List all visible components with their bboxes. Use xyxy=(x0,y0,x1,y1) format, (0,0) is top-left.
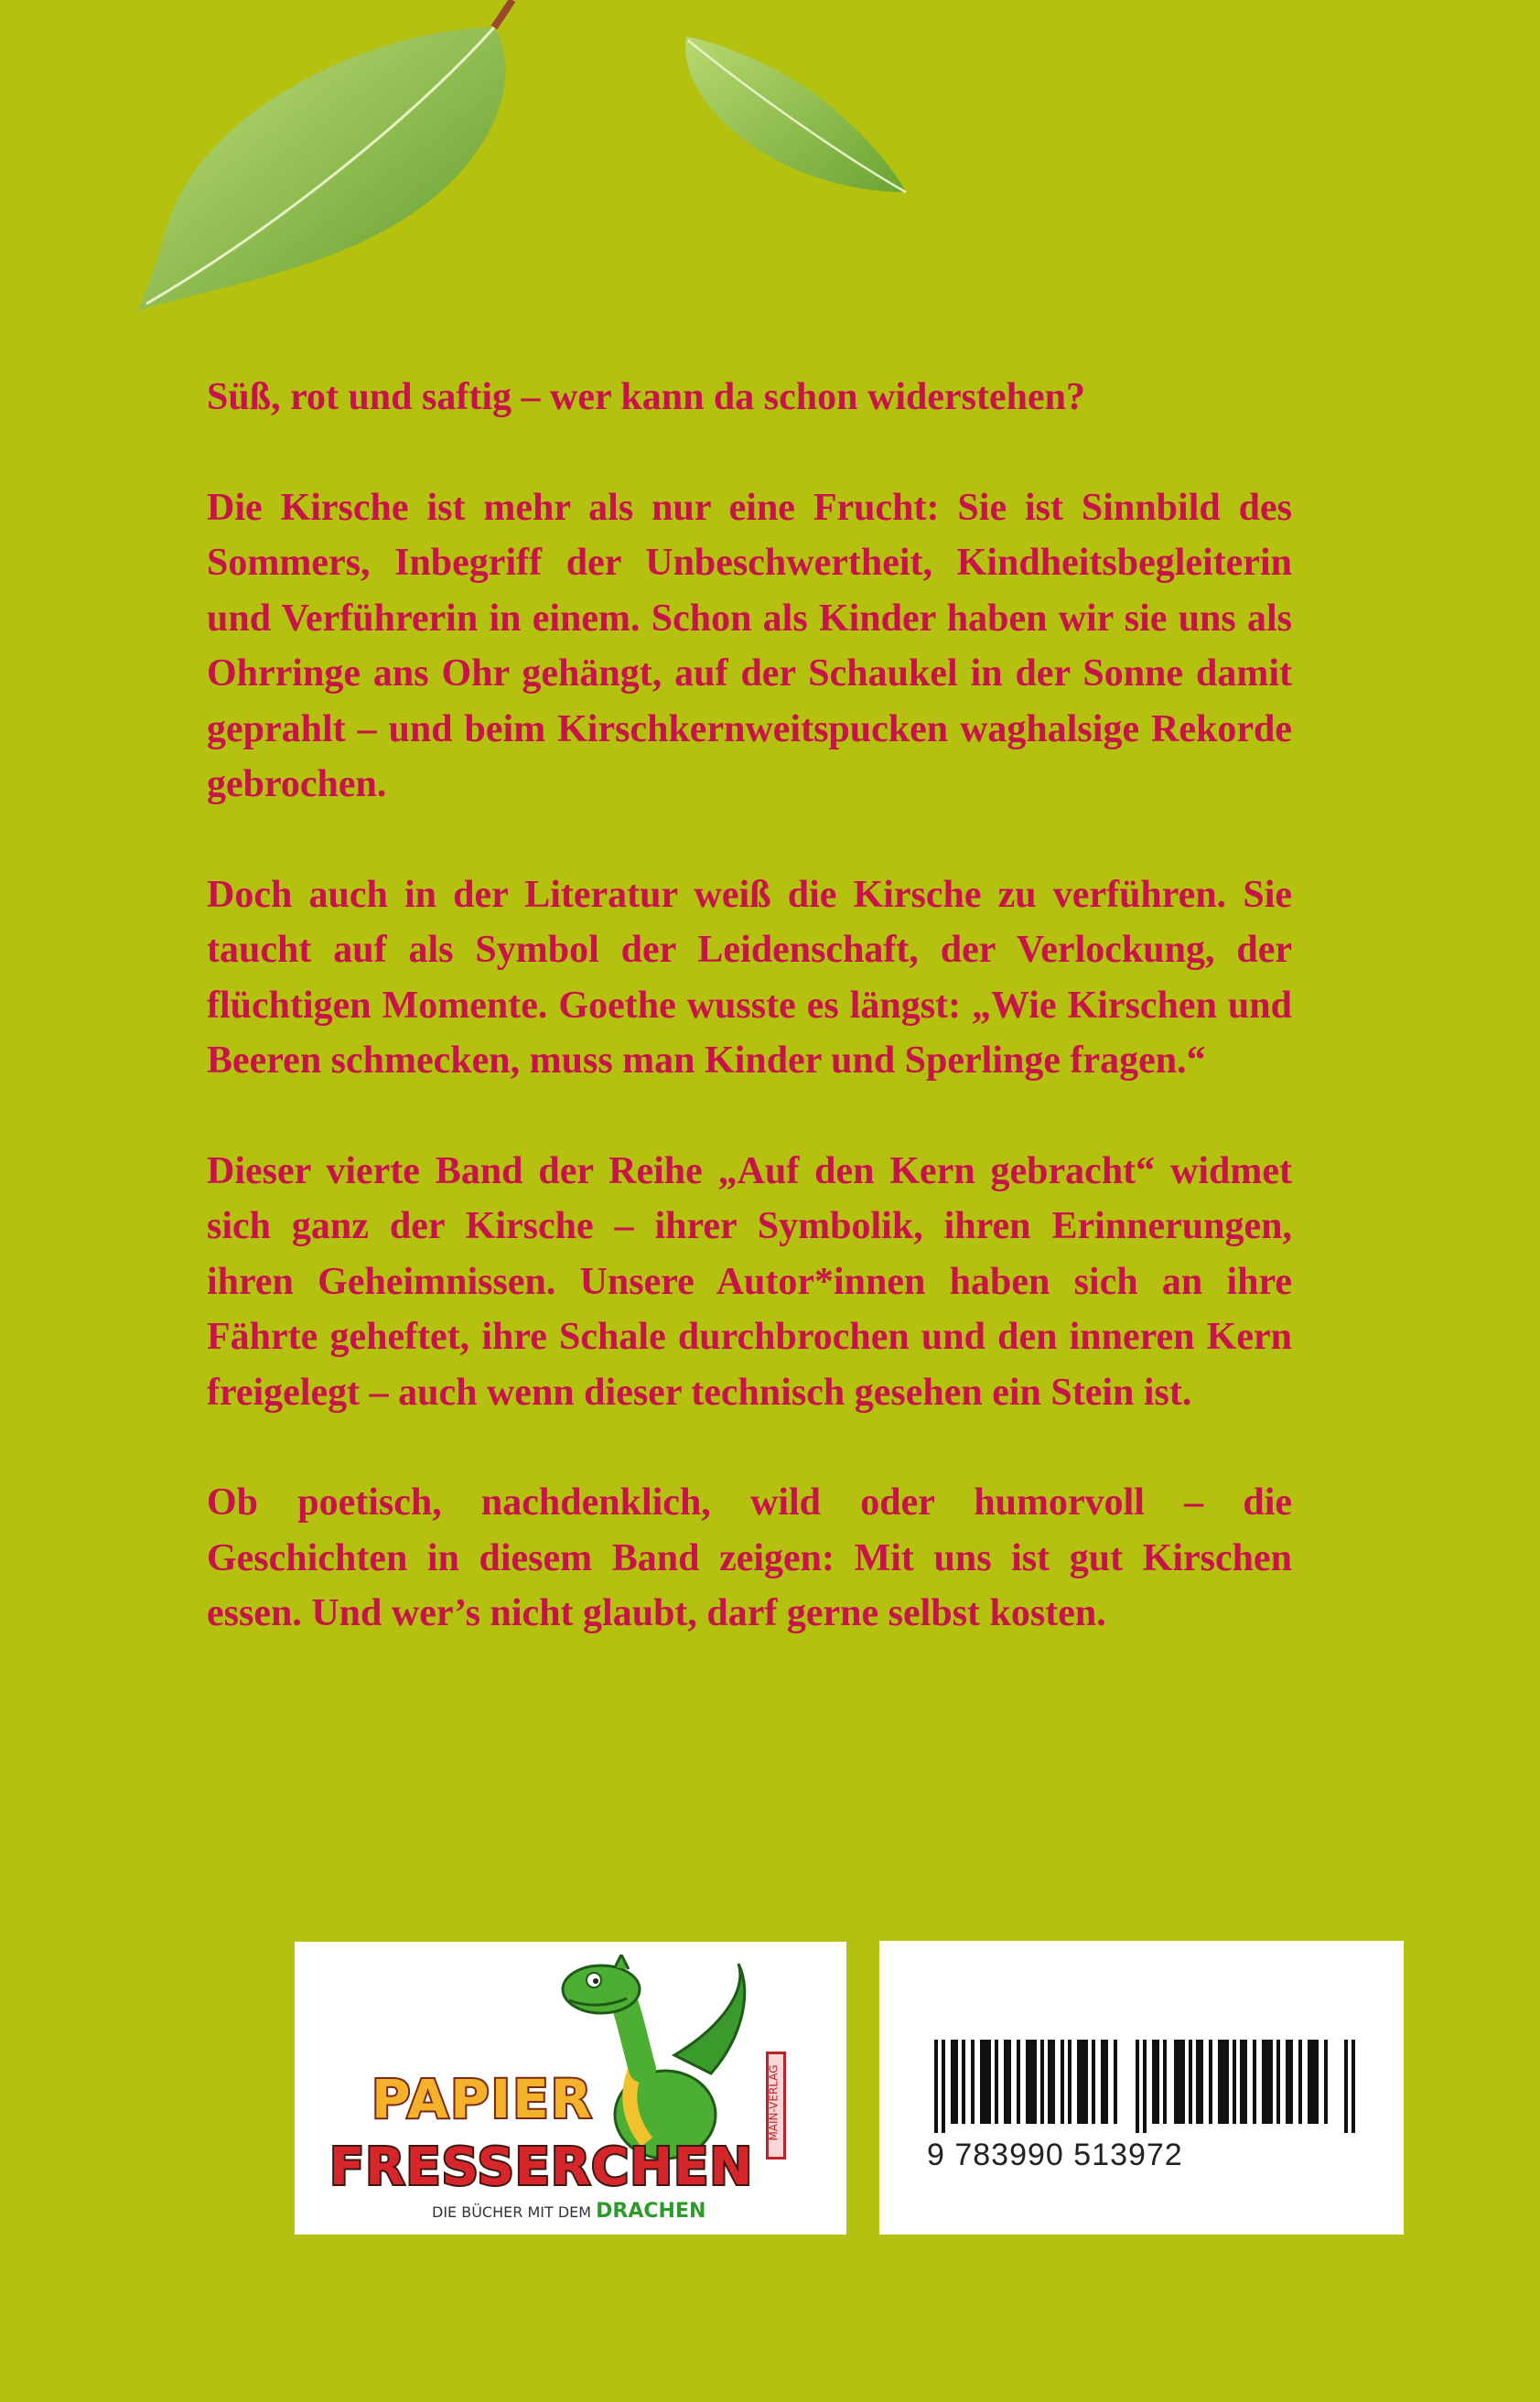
publisher-logo xyxy=(295,1942,846,2235)
leaf-icon xyxy=(685,37,906,192)
paragraph-literature: Doch auch in der Literatur weiß die Kirsche zu verführen. Sie taucht auf als Symbol der Leidenschaft, der Verlockung, der flüchtigen Momente. Goethe wusste es längst: „Wie Kirschen und Beeren schmecken, muss man Kinder und Sperlinge fragen.“ xyxy=(207,873,1292,1082)
tagline-prefix: DIE BÜCHER MIT DEM xyxy=(432,2203,592,2221)
logo-word-fresserchen: FRESSERCHEN xyxy=(329,2138,754,2197)
dragon-icon xyxy=(537,1955,757,2165)
barcode-box xyxy=(879,1941,1404,2235)
logo-tagline xyxy=(432,2200,705,2223)
paragraph-closing: Ob poetisch, nachdenklich, wild oder humorvoll – die Geschichten in diesem Band zeigen: Mit uns ist gut Kirschen essen. Und wer’s nicht glaubt, darf gerne selbst kosten. xyxy=(207,1481,1292,1634)
barcode-icon xyxy=(934,2040,1355,2133)
leaf-icon xyxy=(137,0,512,311)
paragraph-cherry-intro: Die Kirsche ist mehr als nur eine Frucht: Sie ist Sinnbild des Sommers, Inbegriff der Unbeschwertheit, Kindheitsbegleiterin und Verführerin in einem. Schon als Kinder haben wir sie uns als Ohrringe ans Ohr gehängt, auf der Schaukel in der Sonne damit geprahlt – und beim Kirschkernweitspucken waghalsige Rekorde gebrochen. xyxy=(207,486,1292,805)
isbn-digits: 9 783990 513972 xyxy=(927,2138,1183,2172)
publisher-side-label: MAIN-VERLAG xyxy=(766,2052,786,2160)
paragraph-tagline: Süß, rot und saftig – wer kann da schon widerstehen? xyxy=(207,376,1085,418)
back-cover-text xyxy=(207,370,1292,1696)
leaves-decoration xyxy=(0,0,1540,348)
logo-word-papier: PAPIER xyxy=(372,2068,594,2130)
tagline-accent: DRACHEN xyxy=(596,2200,706,2223)
paragraph-series: Dieser vierte Band der Reihe „Auf den Kern gebracht“ widmet sich ganz der Kirsche – ihrer Symbolik, ihren Erinnerungen, ihren Geheimnissen. Unsere Autor*innen haben sich an ihre Fährte geheftet, ihre Schale durchbrochen und den inneren Kern freigelegt – auch wenn dieser technisch gesehen ein Stein ist. xyxy=(207,1149,1292,1414)
